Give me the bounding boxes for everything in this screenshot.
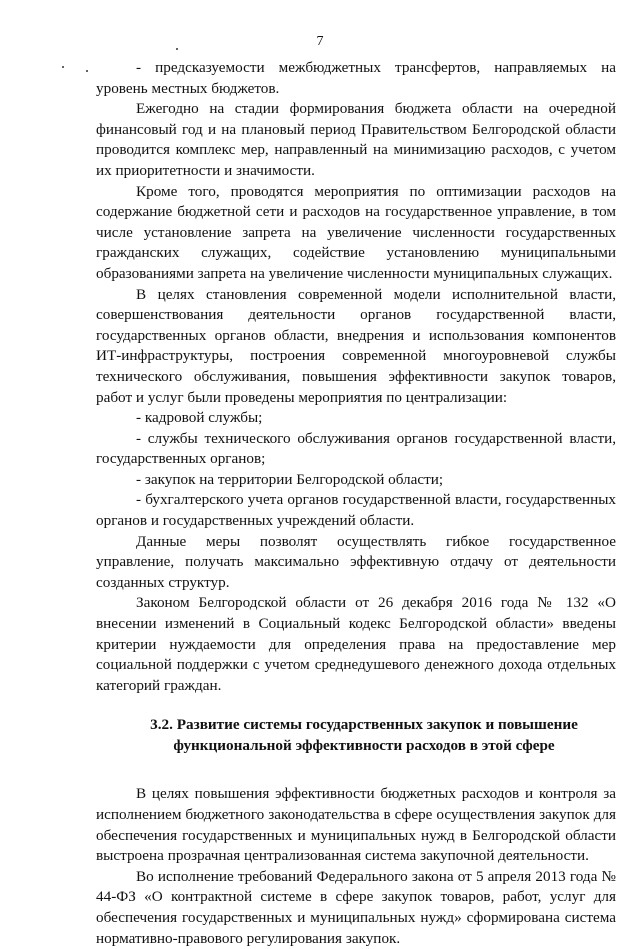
scan-speck — [86, 70, 88, 72]
document-body — [96, 58, 616, 949]
paragraph-transfers: - предсказуемости межбюджетных трансфертов, направляемых на уровень местных бюджетов. — [96, 59, 616, 97]
paragraph-flexible-management: Данные меры позволят осуществлять гибкое государственное управление, получать максимально эффективную отдачу от деятельности созданных структур. — [96, 532, 616, 591]
list-item-hr-service: - кадровой службы; — [136, 409, 263, 427]
scan-speck — [62, 66, 64, 68]
paragraph-budget-formation: Ежегодно на стадии формирования бюджета области на очередной финансовый год и на плановый период Правительством Белгородской области проводится комплекс мер, направленный на минимизацию расходов, с учетом их приоритетности и значимости. — [96, 100, 616, 179]
list-item-technical-service: - службы технического обслуживания органов государственной власти, государственных органов; — [96, 429, 616, 468]
section-heading-line-2: функциональной эффективности расходов в этой сфере — [173, 737, 555, 755]
page-number: 7 — [316, 34, 324, 49]
section-heading — [96, 714, 616, 756]
section-heading-line-1: 3.2. Развитие системы государственных закупок и повышение — [150, 716, 578, 734]
paragraph-optimization: Кроме того, проводятся мероприятия по оптимизации расходов на содержание бюджетной сети и расходов на государственное управление, в том числе установление запрета на увеличение численности государственных гражданских служащих, содействие установлению муниципальными образованиями запрета на увеличение численности муниципальных служащих. — [96, 182, 616, 282]
paragraph-social-code-law: Законом Белгородской области от 26 декабря 2016 года № 132 «О внесении изменений в Социальный кодекс Белгородской области» введены критерии нуждаемости для определения права на предоставление мер социальной поддержки с учетом среднедушевого денежного дохода отдельных категорий граждан. — [96, 594, 616, 694]
paragraph-federal-law: Во исполнение требований Федерального закона от 5 апреля 2013 года № 44-ФЗ «О контрактной системе в сфере закупок товаров, работ, услуг для обеспечения государственных и муниципальных нужд» сформирована система нормативно-правового регулирования закупок. — [96, 867, 616, 947]
list-item-procurement: - закупок на территории Белгородской области; — [136, 470, 444, 488]
paragraph-procurement-efficiency: В целях повышения эффективности бюджетных расходов и контроля за исполнением бюджетного законодательства в сфере осуществления закупок для обеспечения государственных и муниципальных нужд в Белгородской области выстроена прозрачная централизованная система закупочной деятельности. — [96, 785, 616, 865]
paragraph-centralization: В целях становления современной модели исполнительной власти, совершенствования деятельности органов государственной власти, государственных органов области, внедрения и использования компонентов ИТ-инфраструктуры, построения современной многоуровневой службы технического обслуживания, повышения эффективности закупок товаров, работ и услуг были проведены мероприятия по централизации: — [96, 285, 616, 406]
list-item-accounting: - бухгалтерского учета органов государственной власти, государственных органов и государственных учреждений области. — [96, 491, 616, 530]
